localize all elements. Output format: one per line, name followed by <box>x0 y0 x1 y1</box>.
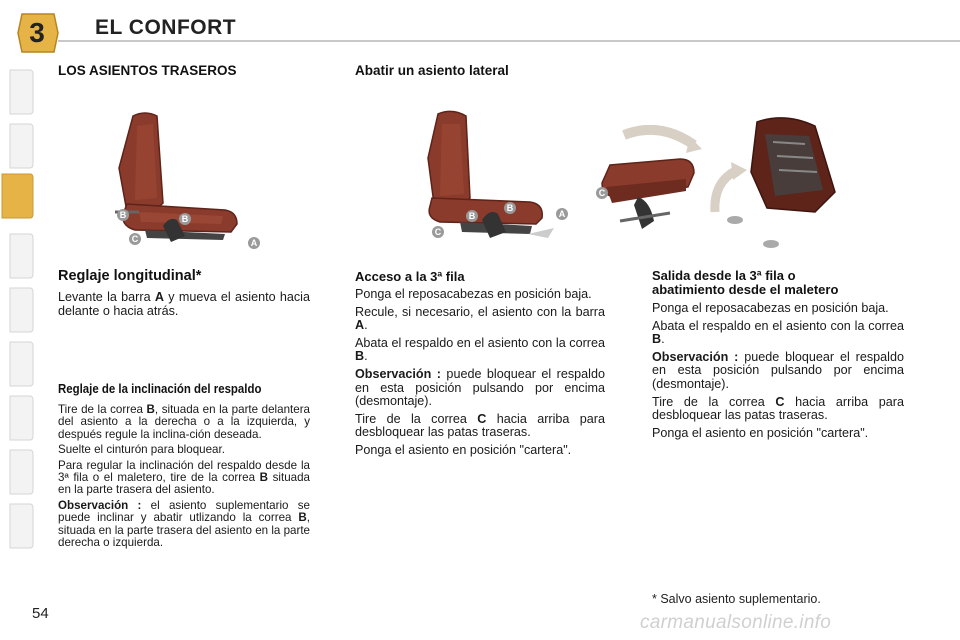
label-b-left <box>117 209 129 221</box>
label-a <box>248 237 260 249</box>
label-a-1 <box>556 208 568 220</box>
side-tab-7[interactable] <box>0 394 34 442</box>
label-c-2 <box>596 187 608 199</box>
exit-heading: Salida desde la 3ª fila o abatimiento desde el maletero <box>652 268 839 297</box>
label-b-right <box>179 213 191 225</box>
label-b-1 <box>466 210 478 222</box>
side-tab-5[interactable] <box>0 286 34 334</box>
svg-text:C: C <box>598 188 606 198</box>
svg-text:B: B <box>119 210 127 220</box>
access-heading: Acceso a la 3ª fila <box>355 269 465 284</box>
long-adjust-text: Levante la barra A y mueva el asiento hacia delante o hacia atrás. <box>58 290 310 318</box>
side-tab-9[interactable] <box>0 502 34 550</box>
svg-text:C: C <box>131 234 139 244</box>
svg-text:A: A <box>250 238 258 248</box>
svg-text:B: B <box>181 214 189 224</box>
side-tab-3-active[interactable] <box>0 172 34 220</box>
side-tab-2[interactable] <box>0 122 34 170</box>
header-rule <box>58 40 960 42</box>
watermark: carmanualsonline.info <box>640 612 832 633</box>
exit-text: Ponga el reposacabezas en posición baja. Abata el respaldo en el asiento con la correa B. Observación : puede bloquear el respaldo en esta posición pulsando por encima (desmontaje). Tire de la correa C hacia arriba para desbloquear las patas traseras. Ponga el asiento en posición "cartera". <box>652 301 904 440</box>
side-tab-8[interactable] <box>0 448 34 496</box>
section-title-rear-seats: LOS ASIENTOS TRASEROS <box>58 63 237 78</box>
side-tab-1[interactable] <box>0 68 34 116</box>
footnote: * Salvo asiento suplementario. <box>652 592 821 606</box>
svg-text:B: B <box>468 211 476 221</box>
side-tab-4[interactable] <box>0 232 34 280</box>
svg-text:B: B <box>506 203 514 213</box>
incline-heading: Reglaje de la inclinación del respaldo <box>58 381 262 396</box>
seat-fold-step1-illustration <box>420 108 580 248</box>
seat-fold-step2-illustration <box>590 125 720 240</box>
long-adjust-heading: Reglaje longitudinal* <box>58 268 202 284</box>
label-c <box>129 233 141 245</box>
seat-adjust-illustration <box>105 108 265 258</box>
chapter-number: 3 <box>29 17 45 48</box>
incline-text: Tire de la correa B, situada en la parte delantera del asiento a la derecha o a la izquierda, y después regule la inclina-ción deseada. Suelte el cinturón para bloquear. Para regular la inclinación del respaldo desde la 3ª fila o el maletero, tire de la correa B situada en la parte trasera del asiento. Observación : el asiento suplementario se puede inclinar y abatir utlizando la correa B, situada en la parte trasera del asiento en la parte derecha o izquierda. <box>58 403 311 550</box>
seat-fold-step3-illustration <box>705 112 850 252</box>
svg-text:A: A <box>558 209 566 219</box>
side-tab-6[interactable] <box>0 340 34 388</box>
page-title: EL CONFORT <box>95 16 237 39</box>
svg-text:C: C <box>434 227 442 237</box>
chapter-side-tabs <box>0 60 36 580</box>
access-text: Ponga el reposacabezas en posición baja. Recule, si necesario, el asiento con la barra A. Abata el respaldo en el asiento con la correa B. Observación : puede bloquear el respaldo en esta posición pulsando por encima (desmontaje). Tire de la correa C hacia arriba para desbloquear las patas traseras. Ponga el asiento en posición "cartera". <box>355 287 605 457</box>
section-title-fold-seat: Abatir un asiento lateral <box>355 63 509 78</box>
page-number: 54 <box>32 605 49 622</box>
label-b-2 <box>504 202 516 214</box>
label-c-1 <box>432 226 444 238</box>
